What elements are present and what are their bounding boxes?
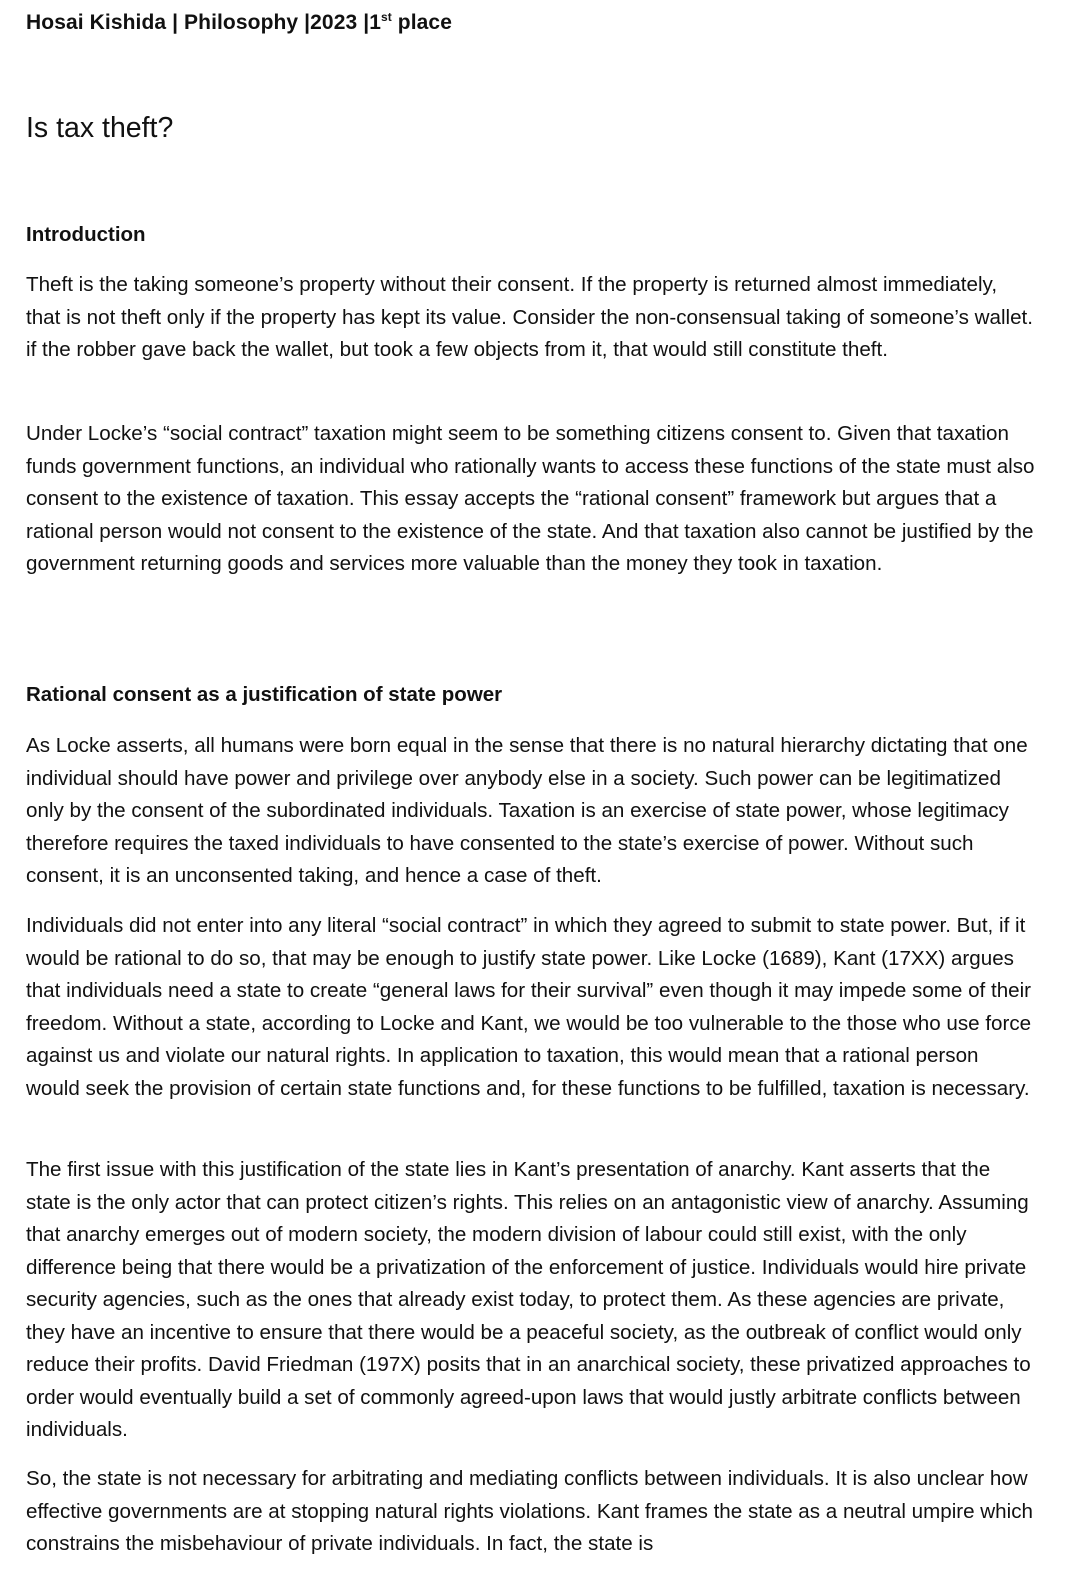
essay-title: Is tax theft?	[26, 112, 174, 144]
body-paragraph: As Locke asserts, all humans were born equal in the sense that there is no natural hierarchy dictating that one individual should have power and privilege over anybody else in a society. Such power can be legitimatized only by the consent of the subordinated individuals. Taxation is an exercise of state power, whose legitimacy therefore requires the taxed individuals to have consented to the state’s exercise of power. Without such consent, it is an unconsented taking, and hence a case of theft.	[26, 734, 1028, 887]
body-paragraph: The first issue with this justification of the state lies in Kant’s presentation of anarchy. Kant asserts that the state is the only actor that can protect citizen’s rights. This relies on an antagonistic view of anarchy. Assuming that anarchy emerges out of modern society, the modern division of labour could still exist, with the only difference being that there would be a privatization of the enforcement of justice. Individuals would hire private security agencies, such as the ones that already exist today, to protect them. As these agencies are private, they have an incentive to ensure that there would be a peaceful society, as the outbreak of conflict would only reduce their profits. David Friedman (197X) posits that in an anarchical society, these privatized approaches to order would eventually build a set of commonly agreed-upon laws that would justly arbitrate conflicts between individuals.	[26, 1158, 1031, 1441]
section-heading-rational-consent: Rational consent as a justification of state power	[26, 683, 503, 706]
header-year: 2023	[310, 11, 358, 34]
document-header: Hosai Kishida | Philosophy |2023 |1st place	[26, 10, 452, 34]
header-place-number: 1	[369, 11, 381, 34]
header-place-suffix: st	[380, 10, 392, 24]
header-author: Hosai Kishida	[26, 11, 167, 34]
body-paragraph: So, the state is not necessary for arbitrating and mediating conflicts between individuals. It is also unclear how effective governments are at stopping natural rights violations. Kant frames the state as a neutral umpire which constrains the misbehaviour of private individuals. In fact, the state is	[26, 1467, 1033, 1555]
header-subject: Philosophy	[184, 11, 299, 34]
header-place-word: place	[397, 11, 452, 34]
body-paragraph: Individuals did not enter into any literal “social contract” in which they agreed to submit to state power. But, if it would be rational to do so, that may be enough to justify state power. Like Locke (1689), Kant (17XX) argues that individuals need a state to create “general laws for their survival” even though it may impede some of their freedom. Without a state, according to Locke and Kant, we would be too vulnerable to the those who use force against us and violate our natural rights. In application to taxation, this would mean that a rational person would seek the provision of certain state functions and, for these functions to be fulfilled, taxation is necessary.	[26, 914, 1032, 1100]
section-heading-introduction: Introduction	[26, 223, 146, 246]
body-paragraph: Under Locke’s “social contract” taxation might seem to be something citizens consent to. Given that taxation funds government functions, an individual who rationally wants to access these functions of the state must also consent to the existence of taxation. This essay accepts the “rational consent” framework but argues that a rational person would not consent to the existence of the state. And that taxation also cannot be justified by the government returning goods and services more valuable than the money they took in taxation.	[26, 422, 1035, 575]
body-paragraph: Theft is the taking someone’s property without their consent. If the property is returned almost immediately, that is not theft only if the property has kept its value. Consider the non-consensual taking of someone’s wallet. if the robber gave back the wallet, but took a few objects from it, that would still constitute theft.	[26, 273, 1034, 361]
